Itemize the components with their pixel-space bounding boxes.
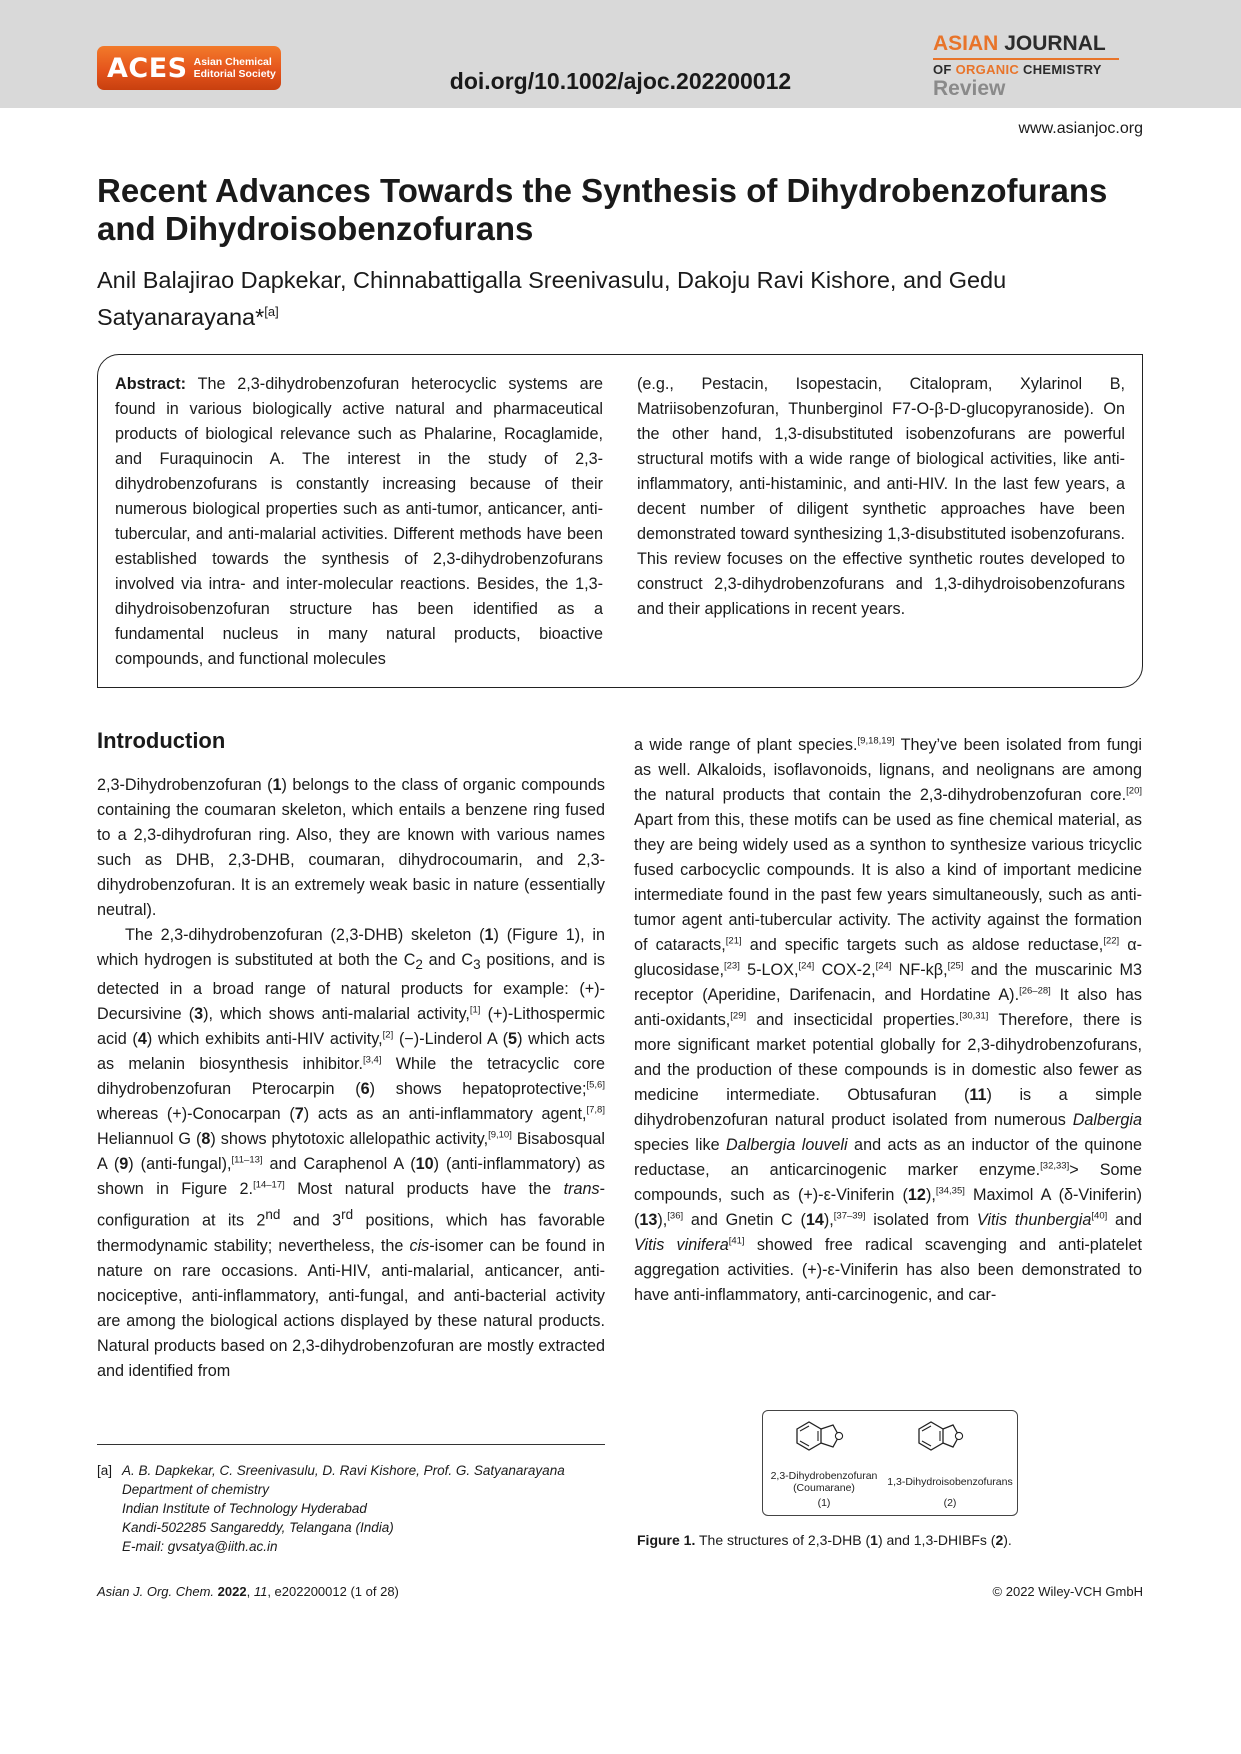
reference-link[interactable]: [37–39]: [833, 1210, 866, 1222]
compound-2-number: (2): [943, 1497, 957, 1509]
journal-rule: [933, 58, 1119, 60]
dihydroisobenzofuran-structure-icon: [913, 1417, 979, 1457]
journal-journal: JOURNAL: [1004, 32, 1106, 55]
reference-link[interactable]: [2]: [382, 1029, 394, 1041]
compound-1-name: 2,3-Dihydrobenzofuran: [770, 1470, 878, 1482]
intro-paragraph-1: 2,3-Dihydrobenzofuran (1) belongs to the class of organic compounds containing the coumaran skeleton, which entails a benzene ring fused to a 2,3-dihydrofuran ring. Also, they are known with various names such as DHB, 2,3-DHB, coumaran, dihydrocoumarin, and 2,3-dihydrobenzofuran. It is an extremely weak basic in nature (essentially neutral).: [97, 776, 605, 919]
aces-subtitle-line1: Asian Chemical: [193, 56, 272, 68]
abstract-left-text: The 2,3-dihydrobenzofuran heterocyclic systems are found in various biologically active natural and pharmaceutical products of biological relevance such as Phalarine, Rocaglamide, and Furaquinocin A. The interest in the study of 2,3-dihydrobenzofurans is constantly increasing because of their numerous biological properties such as anti-tumor, anticancer, anti-tubercular, and anti-malarial activities. Different methods have been established towards the synthesis of 2,3-dihydrobenzofurans involved via intra- and inter-molecular reactions. Besides, the 1,3-dihydroisobenzofuran structure has been identified as a fundamental nucleus in many natural products, bioactive compounds, and functional molecules: [115, 375, 603, 668]
section-heading-introduction: Introduction: [97, 728, 226, 753]
author-list: [97, 265, 1147, 333]
abstract-right-column: [637, 372, 1125, 687]
reference-link[interactable]: [3,4]: [362, 1054, 382, 1066]
dihydrobenzofuran-structure-icon: [791, 1417, 857, 1457]
figure-1-caption: Figure 1. The structures of 2,3-DHB (1) and 1,3-DHIBFs (2).: [637, 1532, 1012, 1548]
abstract-label: Abstract:: [115, 375, 187, 393]
reference-link[interactable]: [20]: [1126, 785, 1142, 797]
compound-2-name: 1,3-Dihydroisobenzofurans: [887, 1476, 1013, 1488]
article-title: [97, 172, 1147, 248]
reference-link[interactable]: [9,10]: [488, 1129, 512, 1141]
intro-paragraph-2: The 2,3-dihydrobenzofuran (2,3-DHB) skeleton (1) (Figure 1), in which hydrogen is substituted at both the $C_2$ and $C_3$ positions, and is detected in a broad range of natural products for example: (+)-Decursivine (3), which shows anti-malarial activity,[1] (+)-Lithospermic acid (4) which exhibits anti-HIV activity,[2] (−)-Linderol A (5) which acts as melanin biosynthesis inhibitor.[3,4] While the tetracyclic core dihydrobenzofuran Pterocarpin (6) shows hepatoprotective;[5,6] whereas (+)-Conocarpan (7) acts as an anti-inflammatory agent,[7,8] Heliannuol G (8) shows phytotoxic allelopathic activity,[9,10] Bisabosqual A (9) (anti-fungal),[11–13] and Caraphenol A (10) (anti-inflammatory) as shown in Figure 2.[14–17] Most natural products have the trans-configuration at its 2nd and 3rd positions, which has favorable thermodynamic stability; nevertheless, the cis-isomer can be found in nature on rare occasions. Anti-HIV, anti-malarial, anticancer, anti-nociceptive, anti-inflammatory, anti-fungal, and anti-bacterial activity are among the biological actions displayed by these natural products. Natural products based on 2,3-dihydrobenzofuran are mostly extracted and identified from: [97, 926, 606, 1380]
reference-link[interactable]: [34,35]: [935, 1185, 965, 1197]
figure-1: [762, 1410, 1018, 1516]
reference-link[interactable]: [32,33]: [1040, 1160, 1070, 1172]
journal-of: OF: [933, 62, 952, 77]
reference-link[interactable]: [26–28]: [1019, 985, 1051, 997]
citation-footer: Asian J. Org. Chem. 2022, 11, e202200012 (1 of 28): [97, 1584, 399, 1599]
abstract-left-column: [115, 372, 603, 687]
reference-link[interactable]: [7,8]: [586, 1104, 605, 1116]
title-line2: and Dihydroisobenzofurans: [97, 210, 534, 247]
reference-link[interactable]: [29]: [730, 1010, 747, 1022]
footnote-authors: A. B. Dapkekar, C. Sreenivasulu, D. Ravi Kishore, Prof. G. Satyanarayana: [122, 1463, 565, 1478]
reference-link[interactable]: [23]: [724, 960, 740, 972]
title-line1: Recent Advances Towards the Synthesis of Dihydrobenzofurans: [97, 172, 1108, 209]
footer-volume: 11: [253, 1584, 268, 1599]
footnote-department: Department of chemistry: [122, 1482, 270, 1497]
figure-label-compound-1: [765, 1470, 883, 1509]
reference-link[interactable]: [11–13]: [231, 1154, 263, 1166]
footnote-email[interactable]: E-mail: gvsatya@iith.ac.in: [122, 1539, 278, 1554]
body-right-column: [634, 733, 1142, 1308]
copyright-footer: © 2022 Wiley-VCH GmbH: [992, 1584, 1143, 1599]
footnote-tag: [a]: [97, 1463, 113, 1478]
reference-link[interactable]: [41]: [728, 1235, 745, 1247]
reference-link[interactable]: [22]: [1103, 935, 1120, 947]
reference-link[interactable]: [5,6]: [586, 1079, 605, 1091]
footnote-address: Kandi-502285 Sangareddy, Telangana (India): [122, 1520, 394, 1535]
compound-1-number: (1): [817, 1497, 831, 1509]
journal-name-line2: [933, 62, 1143, 77]
journal-organic: ORGANIC: [955, 62, 1020, 77]
authors-text: Anil Balajirao Dapkekar, Chinnabattigalla Sreenivasulu, Dakoju Ravi Kishore, and Gedu Satyanarayana*: [97, 267, 1007, 330]
article-type: Review: [933, 77, 1006, 100]
abstract-box: [97, 354, 1143, 688]
intro-paragraph-3: a wide range of plant species.[9,18,19] They’ve been isolated from fungi as well. Alkaloids, isoflavonoids, lignans, and neolignans are among the natural products that contain the 2,3-dihydrobenzofuran core.[20] Apart from this, these motifs can be used as fine chemical material, as they are being widely used as a synthon to synthesize various tricyclic fused carbocyclic compounds. It is also a kind of important medicine intermediate found in the past few years simultaneously, such as anti-tumor agent anti-tubercular activity. The activity against the formation of cataracts,[21] and specific targets such as aldose reductase,[22] α-glucosidase,[23] 5-LOX,[24] COX-2,[24] NF-kβ,[25] and the muscarinic M3 receptor (Aperidine, Darifenacin, and Hordatine A).[26–28] It also has anti-oxidants,[29] and insecticidal properties.[30,31] Therefore, there is more significant market potential globally for 2,3-dihydrobenzofurans, and the production of these compounds is in domestic also fewer as medicine intermediate. Obtusafuran (11) is a simple dihydrobenzofuran natural product isolated from numerous Dalbergia species like Dalbergia louveli and acts as an inductor of the quinone reductase, an anticarcinogenic marker enzyme.[32,33]> Some compounds, such as (+)-ε-Viniferin (12),[34,35] Maximol A (δ-Viniferin) (13),[36] and Gnetin C (14),[37–39] isolated from Vitis thunbergia[40] and Vitis vinifera[41] showed free radical scavenging and anti-platelet aggregation activities. (+)-ε-Viniferin has also been demonstrated to have anti-inflammatory, anti-carcinogenic, and car-: [634, 735, 1143, 1304]
affiliation-mark[interactable]: [a]: [264, 304, 279, 319]
affiliation-footnote: [97, 1461, 617, 1556]
body-left-column: [97, 728, 605, 1384]
reference-link[interactable]: [24]: [875, 960, 892, 972]
compound-1-alias: (Coumarane): [793, 1482, 855, 1494]
footer-article-id: , e202200012 (1 of 28): [267, 1584, 399, 1599]
footnote-body: [122, 1461, 617, 1556]
figure-label-compound-2: [881, 1470, 1019, 1509]
reference-link[interactable]: [25]: [947, 960, 964, 972]
reference-link[interactable]: [14–17]: [253, 1179, 285, 1191]
footnote-institute: Indian Institute of Technology Hyderabad: [122, 1501, 367, 1516]
reference-link[interactable]: [9,18,19]: [857, 735, 895, 747]
header-bar: [0, 0, 1241, 108]
figure-caption-label: Figure 1.: [637, 1532, 696, 1548]
journal-logo: [933, 32, 1143, 101]
reference-link[interactable]: [40]: [1091, 1210, 1108, 1222]
journal-name-line1: [933, 32, 1143, 56]
doi-link[interactable]: doi.org/10.1002/ajoc.202200012: [449, 68, 792, 94]
reference-link[interactable]: [36]: [667, 1210, 684, 1222]
journal-asian: ASIAN: [933, 32, 999, 55]
footer-year: 2022: [217, 1584, 247, 1599]
aces-subtitle-line2: Editorial Society: [193, 68, 276, 80]
footnote-divider: [97, 1444, 605, 1445]
reference-link[interactable]: [1]: [469, 1004, 481, 1016]
reference-link[interactable]: [21]: [725, 935, 742, 947]
abstract-right-text: (e.g., Pestacin, Isopestacin, Citalopram, Xylarinol B, Matriisobenzofuran, Thunberginol F7-O-β-D-glucopyranoside). On the other hand, 1,3-disubstituted isobenzofurans are powerful structural motifs with a wide range of biological activities, like anti-inflammatory, anti-histaminic, and anti-HIV. In the last few years, a decent number of diligent synthetic approaches have been demonstrated toward synthesizing 1,3-disubstituted isobenzofurans. This review focuses on the effective synthetic routes developed to construct 2,3-dihydrobenzofurans and 1,3-dihydroisobenzofurans and their applications in recent years.: [637, 375, 1125, 618]
journal-website-link[interactable]: www.asianjoc.org: [1018, 120, 1143, 137]
reference-link[interactable]: [30,31]: [959, 1010, 989, 1022]
aces-logo-text: ACES: [107, 52, 188, 84]
reference-link[interactable]: [24]: [798, 960, 815, 972]
journal-chemistry: CHEMISTRY: [1023, 62, 1102, 77]
footer-journal-abbr: Asian J. Org. Chem.: [97, 1584, 215, 1599]
